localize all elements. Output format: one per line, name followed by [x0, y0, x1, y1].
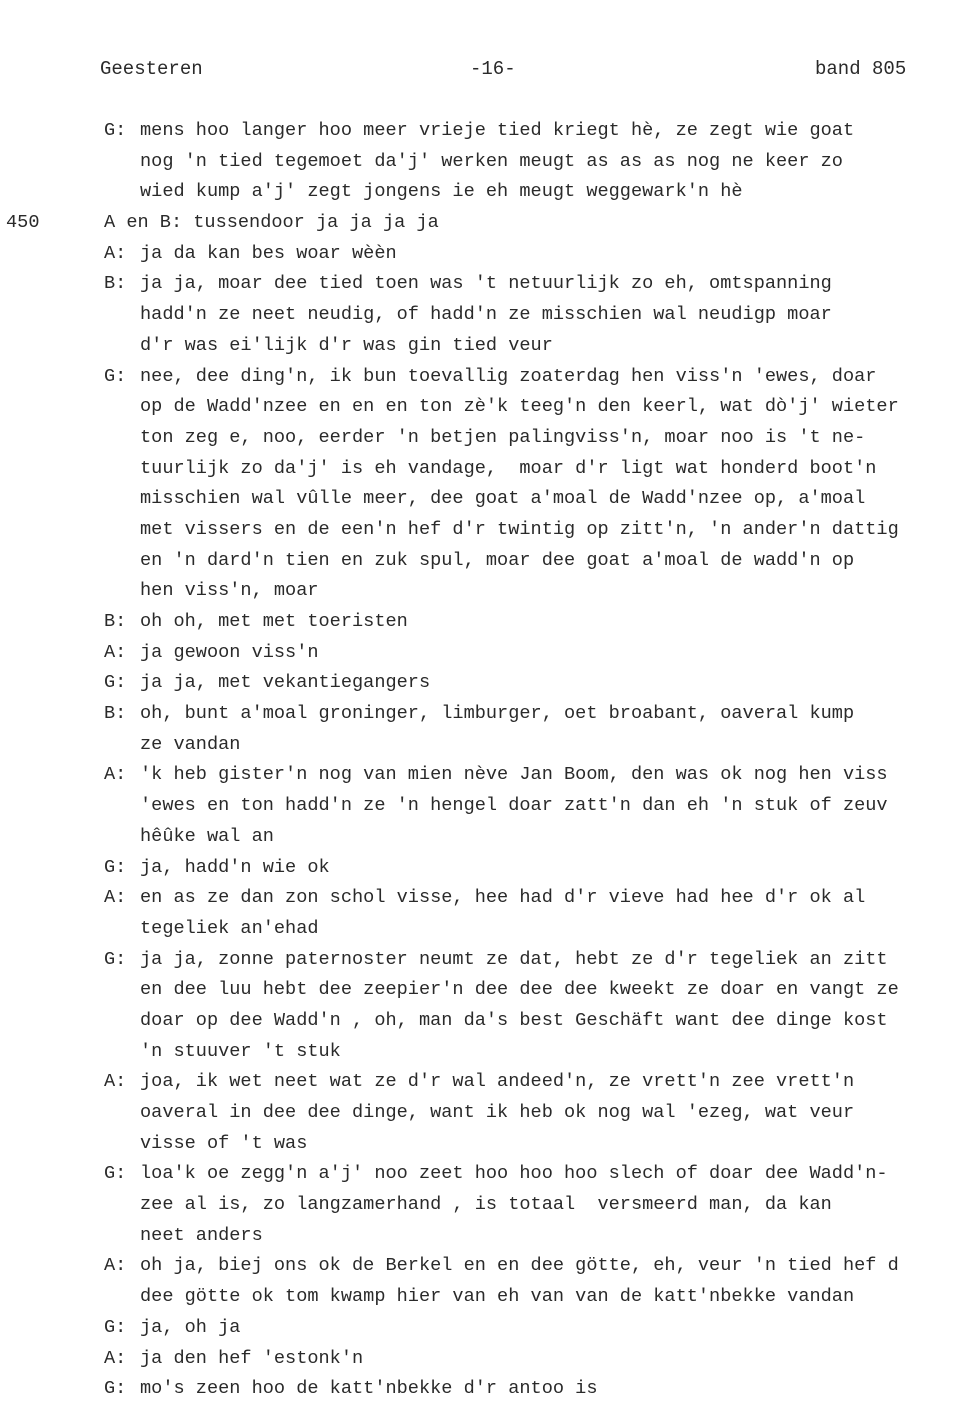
line-text: en as ze dan zon schol visse, hee had d'r vieve had hee d'r ok al [140, 887, 866, 909]
transcript-line [0, 791, 973, 822]
transcript-line [0, 1374, 973, 1405]
speaker-label: G: [104, 1316, 127, 1338]
line-text: ja, hadd'n wie ok [140, 856, 330, 878]
line-text: neet anders [140, 1224, 263, 1246]
transcript-line [0, 822, 973, 853]
line-text: mo's zeen hoo de katt'nbekke d'r antoo is [140, 1378, 598, 1400]
transcript-line [0, 269, 973, 300]
line-text: wied kump a'j' zegt jongens ie eh meugt weggewark'n hè [140, 181, 743, 203]
line-text: doar op dee Wadd'n , oh, man da's best Geschäft want dee dinge kost [140, 1009, 888, 1031]
line-text: mens hoo langer hoo meer vrieje tied kriegt hè, ze zegt wie goat [140, 120, 855, 141]
transcript-line [0, 1129, 973, 1160]
speaker-label: A: [104, 1071, 127, 1093]
transcript-line [0, 576, 973, 607]
line-text: met vissers en de een'n hef d'r twintig op zitt'n, 'n ander'n dattig [140, 518, 899, 540]
transcript-line [0, 392, 973, 423]
line-text: hen viss'n, moar [140, 580, 319, 602]
speaker-label: A: [104, 764, 127, 786]
speaker-label: A: [104, 641, 127, 663]
line-text: oaveral in dee dee dinge, want ik heb ok nog wal 'ezeg, wat veur [140, 1102, 855, 1123]
transcript-line [0, 945, 973, 976]
speaker-label: A: [104, 887, 127, 909]
speaker-label: B: [104, 273, 127, 295]
line-text: tuurlijk zo da'j' is eh vandage, moar d'r ligt wat honderd boot'n [140, 457, 877, 479]
line-text: ja ja, zonne paternoster neumt ze dat, hebt ze d'r tegeliek an zitt [140, 948, 888, 970]
speaker-label: G: [104, 672, 127, 694]
transcript-line [0, 1067, 973, 1098]
speaker-label: G: [104, 948, 127, 970]
transcript-line [0, 668, 973, 699]
line-text: joa, ik wet neet wat ze d'r wal andeed'n, ze vrett'n zee vrett'n [140, 1071, 855, 1093]
transcript-line [0, 1098, 973, 1129]
line-text: d'r was ei'lijk d'r was gin tied veur [140, 334, 553, 356]
line-text: op de Wadd'nzee en en en ton zè'k teeg'n den keerl, wat dò'j' wieter [140, 396, 899, 418]
line-text: 'n stuuver 't stuk [140, 1040, 341, 1062]
transcript-line [0, 208, 973, 239]
line-text: en dee luu hebt dee zeepier'n dee dee dee kweekt ze doar en vangt ze [140, 979, 899, 1001]
line-text: 'ewes en ton hadd'n ze 'n hengel doar zatt'n dan eh 'n stuk of zeuv [140, 795, 888, 817]
line-text: zee al is, zo langzamerhand , is totaal versmeerd man, da kan [140, 1194, 832, 1216]
line-text: ja da kan bes woar wèèn [140, 242, 397, 264]
transcript-line [0, 853, 973, 884]
transcript-line [0, 883, 973, 914]
transcript-line [0, 1037, 973, 1068]
speaker-label: G: [104, 365, 127, 387]
header-tape-number: band 805 [815, 58, 907, 80]
transcript-line [0, 1190, 973, 1221]
line-text: oh, bunt a'moal groninger, limburger, oet broabant, oaveral kump [140, 703, 855, 725]
line-text: dee götte ok tom kwamp hier van eh van van de katt'nbekke vandan [140, 1286, 855, 1308]
transcript-line [0, 423, 973, 454]
speaker-label: G: [104, 120, 127, 141]
transcript-line [0, 1344, 973, 1375]
header-location: Geesteren [100, 58, 203, 80]
line-text: nog 'n tied tegemoet da'j' werken meugt as as as nog ne keer zo [140, 150, 843, 172]
transcript-line [0, 1159, 973, 1190]
transcript-line [0, 239, 973, 270]
line-text: oh oh, met met toeristen [140, 611, 408, 632]
line-text: ja ja, moar dee tied toen was 't netuurlijk zo eh, omtspanning [140, 273, 832, 295]
transcript-line [0, 1313, 973, 1344]
line-text: oh ja, biej ons ok de Berkel en en dee götte, eh, veur 'n tied hef d [140, 1255, 899, 1277]
line-text: nee, dee ding'n, ik bun toevallig zoaterdag hen viss'n 'ewes, doar [140, 365, 877, 387]
transcript-line [0, 331, 973, 362]
line-text: 'k heb gister'n nog van mien nève Jan Boom, den was ok nog hen viss [140, 764, 888, 786]
line-text: hêûke wal an [140, 825, 274, 847]
transcript-line [0, 730, 973, 761]
transcript-line [0, 607, 973, 638]
transcript-body [0, 116, 973, 1405]
transcript-line [0, 546, 973, 577]
speaker-label: G: [104, 1378, 127, 1400]
line-text: tegeliek an'ehad [140, 917, 319, 939]
transcript-line [0, 914, 973, 945]
line-number: 450 [6, 212, 40, 234]
line-text: misschien wal vûlle meer, dee goat a'moal de Wadd'nzee op, a'moal [140, 488, 866, 510]
transcript-line [0, 484, 973, 515]
transcript-line [0, 300, 973, 331]
speaker-label: A: [104, 1347, 127, 1369]
line-text: visse of 't was [140, 1132, 308, 1154]
transcript-line [0, 1006, 973, 1037]
speaker-label: B: [104, 703, 127, 725]
transcript-line [0, 362, 973, 393]
transcript-line [0, 699, 973, 730]
line-text: A en B: tussendoor ja ja ja ja [104, 212, 439, 234]
header-page-number: -16- [470, 58, 516, 80]
line-text: ze vandan [140, 733, 241, 755]
transcript-line [0, 177, 973, 208]
line-text: en 'n dard'n tien en zuk spul, moar dee goat a'moal de wadd'n op [140, 549, 855, 571]
transcript-line [0, 638, 973, 669]
transcript-line [0, 515, 973, 546]
speaker-label: A: [104, 1255, 127, 1277]
speaker-label: G: [104, 856, 127, 878]
line-text: loa'k oe zegg'n a'j' noo zeet hoo hoo hoo slech of doar dee Wadd'n- [140, 1163, 888, 1185]
transcript-line [0, 975, 973, 1006]
line-text: hadd'n ze neet neudig, of hadd'n ze misschien wal neudigp moar [140, 304, 832, 326]
line-text: ja ja, met vekantiegangers [140, 672, 431, 694]
transcript-line [0, 454, 973, 485]
speaker-label: B: [104, 611, 127, 632]
line-text: ton zeg e, noo, eerder 'n betjen palingviss'n, moar noo is 't ne- [140, 426, 866, 448]
transcript-line [0, 116, 973, 147]
transcript-line [0, 760, 973, 791]
line-text: ja den hef 'estonk'n [140, 1347, 364, 1369]
speaker-label: G: [104, 1163, 127, 1185]
transcript-line [0, 1282, 973, 1313]
transcript-line [0, 1251, 973, 1282]
transcript-line [0, 147, 973, 178]
line-text: ja gewoon viss'n [140, 641, 319, 663]
line-text: ja, oh ja [140, 1316, 241, 1338]
transcript-line [0, 1221, 973, 1252]
speaker-label: A: [104, 242, 127, 264]
